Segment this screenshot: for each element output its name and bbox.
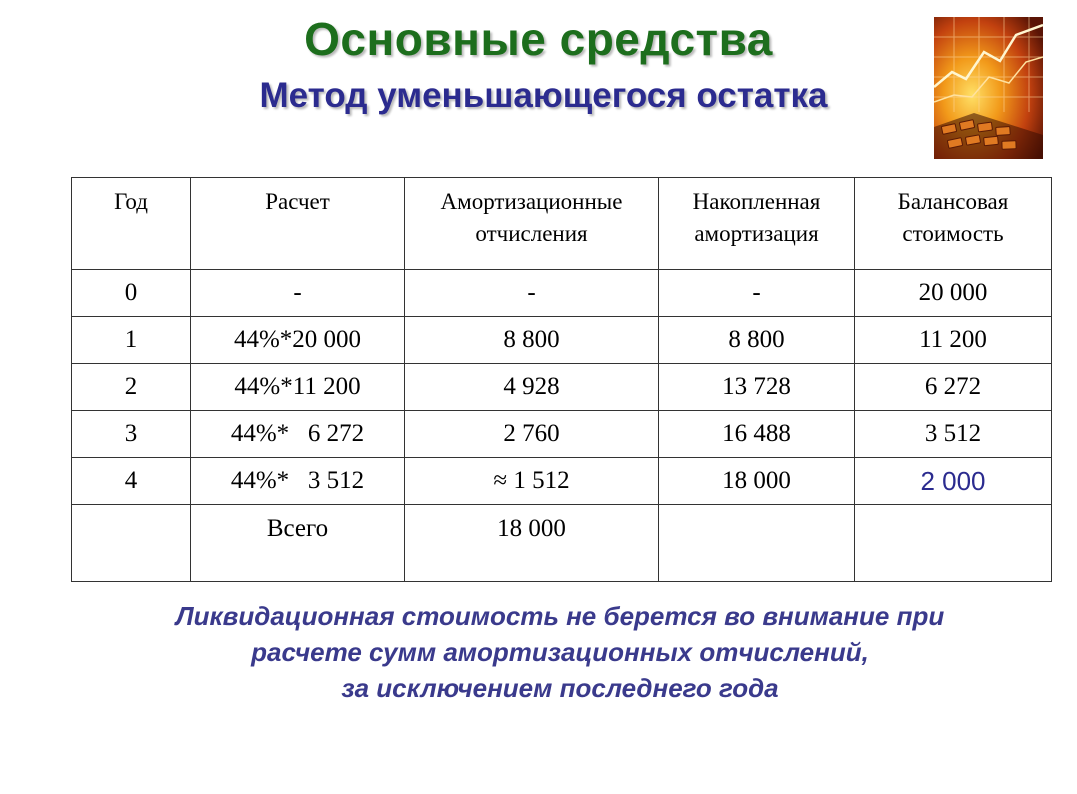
cell-book-value: 3 512 — [855, 411, 1052, 458]
cell-accumulated: 13 728 — [659, 364, 855, 411]
cell-depreciation: 2 760 — [405, 411, 659, 458]
cell-calculation: - — [191, 270, 405, 317]
cell-year — [72, 505, 191, 582]
cell-accumulated: 8 800 — [659, 317, 855, 364]
cell-book-value — [855, 505, 1052, 582]
table-header-row — [72, 178, 1052, 270]
cell-calculation: 44%* 6 272 — [191, 411, 405, 458]
slide-title: Основные средства — [304, 13, 773, 65]
cell-year: 2 — [72, 364, 191, 411]
table-row — [72, 270, 1052, 317]
note-line: расчете сумм амортизационных отчислений, — [251, 637, 869, 667]
note-text — [60, 598, 1060, 706]
cell-year: 4 — [72, 458, 191, 505]
note-line: за исключением последнего года — [341, 673, 779, 703]
header-calculation: Расчет — [191, 178, 405, 270]
cell-book-value: 20 000 — [855, 270, 1052, 317]
cell-depreciation: - — [405, 270, 659, 317]
cell-accumulated: 18 000 — [659, 458, 855, 505]
table-row — [72, 317, 1052, 364]
cell-calculation: 44%* 3 512 — [191, 458, 405, 505]
table-row — [72, 458, 1052, 505]
cell-accumulated: - — [659, 270, 855, 317]
cell-calculation: 44%*11 200 — [191, 364, 405, 411]
cell-accumulated: 16 488 — [659, 411, 855, 458]
header-accumulated-depreciation: Накопленная амортизация — [659, 178, 855, 270]
depreciation-table — [71, 177, 1052, 582]
header-book-value: Балансовая стоимость — [855, 178, 1052, 270]
note-line: Ликвидационная стоимость не берется во внимание при — [175, 601, 945, 631]
cell-book-value-final: 2 000 — [855, 458, 1052, 505]
cell-book-value: 6 272 — [855, 364, 1052, 411]
cell-depreciation: 8 800 — [405, 317, 659, 364]
cell-depreciation: 4 928 — [405, 364, 659, 411]
table-row — [72, 364, 1052, 411]
cell-depreciation: ≈ 1 512 — [405, 458, 659, 505]
cell-total-depreciation: 18 000 — [405, 505, 659, 582]
financial-chart-picture — [934, 17, 1043, 159]
header-year: Год — [72, 178, 191, 270]
cell-book-value: 11 200 — [855, 317, 1052, 364]
cell-total-label: Всего — [191, 505, 405, 582]
cell-year: 0 — [72, 270, 191, 317]
table-row — [72, 411, 1052, 458]
slide-subtitle: Метод уменьшающегося остатка — [259, 76, 828, 115]
cell-accumulated — [659, 505, 855, 582]
cell-calculation: 44%*20 000 — [191, 317, 405, 364]
header-depreciation-charges: Амортизационные отчисления — [405, 178, 659, 270]
cell-year: 3 — [72, 411, 191, 458]
table-total-row — [72, 505, 1052, 582]
cell-year: 1 — [72, 317, 191, 364]
